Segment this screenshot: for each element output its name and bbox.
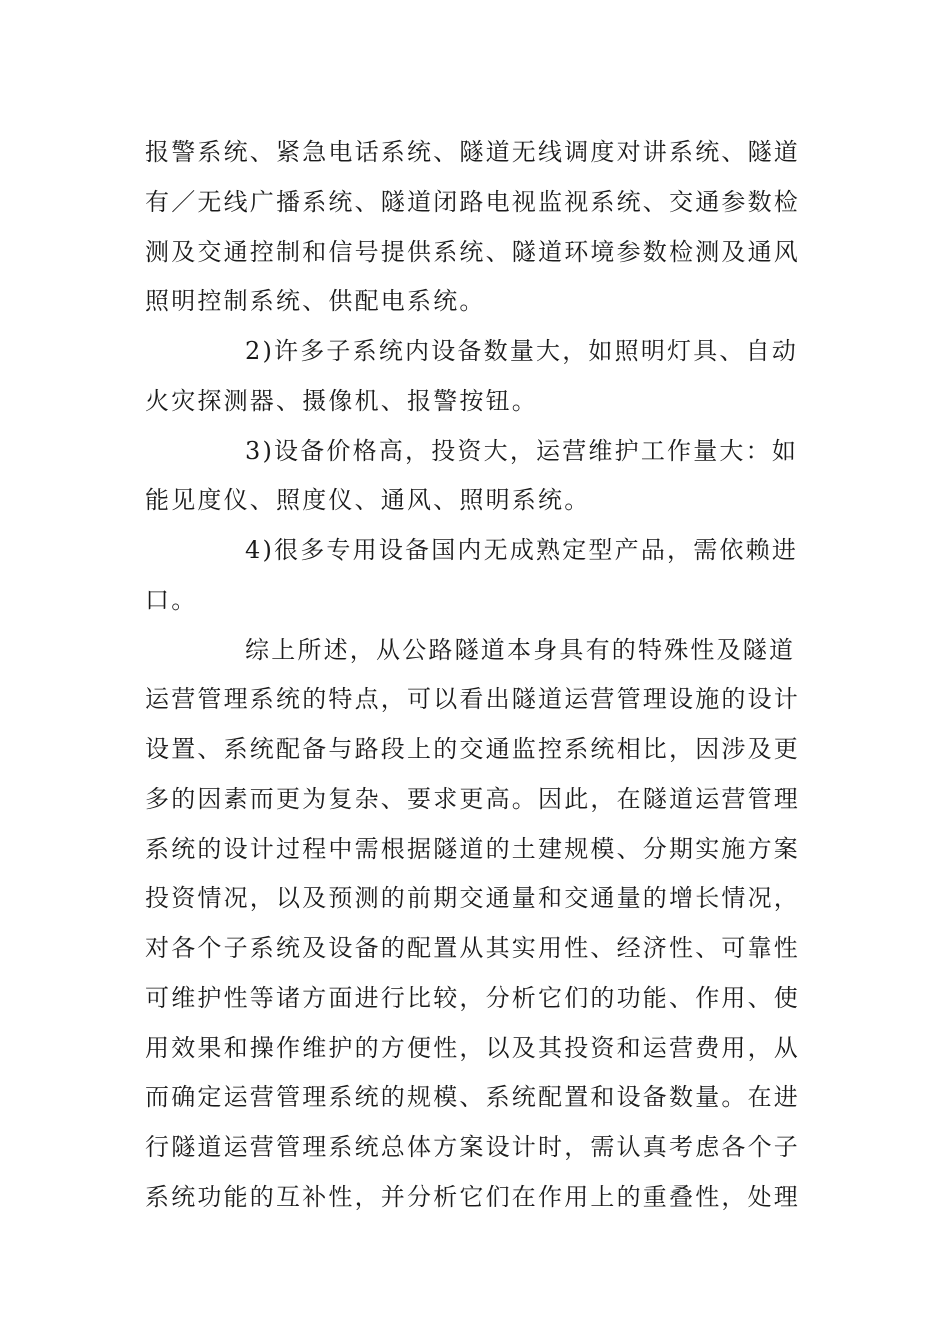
text-line: 行隧道运营管理系统总体方案设计时，需认真考虑各个子 xyxy=(145,1133,800,1161)
text-line: 设置、系统配备与路段上的交通监控系统相比，因涉及更 xyxy=(145,735,800,763)
list-item-text: 2)许多子系统内设备数量大，如照明灯具、自动 xyxy=(245,337,799,365)
list-item-text: 3)设备价格高，投资大，运营维护工作量大：如 xyxy=(245,437,799,465)
text-line: 能见度仪、照度仪、通风、照明系统。 xyxy=(145,486,591,514)
text-line: 口。 xyxy=(145,586,198,614)
text-line: 报警系统、紧急电话系统、隧道无线调度对讲系统、隧道 xyxy=(145,138,800,166)
text-line: 火灾探测器、摄像机、报警按钮。 xyxy=(145,387,538,415)
text-line: 投资情况，以及预测的前期交通量和交通量的增长情况， xyxy=(145,884,800,912)
text-line: 有／无线广播系统、隧道闭路电视监视系统、交通参数检 xyxy=(145,188,800,216)
text-line: 对各个子系统及设备的配置从其实用性、经济性、可靠性 xyxy=(145,934,800,962)
text-line: 运营管理系统的特点，可以看出隧道运营管理设施的设计 xyxy=(145,685,800,713)
text-line: 系统功能的互补性，并分析它们在作用上的重叠性，处理 xyxy=(145,1183,800,1211)
paragraph-start: 综上所述，从公路隧道本身具有的特殊性及隧道 xyxy=(245,636,796,664)
text-line: 而确定运营管理系统的规模、系统配置和设备数量。在进 xyxy=(145,1083,800,1111)
text-line: 测及交通控制和信号提供系统、隧道环境参数检测及通风 xyxy=(145,238,800,266)
text-line: 多的因素而更为复杂、要求更高。因此，在隧道运营管理 xyxy=(145,785,800,813)
text-line: 照明控制系统、供配电系统。 xyxy=(145,287,486,315)
text-line: 系统的设计过程中需根据隧道的土建规模、分期实施方案 xyxy=(145,835,800,863)
text-line: 用效果和操作维护的方便性，以及其投资和运营费用，从 xyxy=(145,1034,800,1062)
list-item-text: 4)很多专用设备国内无成熟定型产品，需依赖进 xyxy=(245,536,799,564)
text-line: 可维护性等诸方面进行比较，分析它们的功能、作用、使 xyxy=(145,984,800,1012)
